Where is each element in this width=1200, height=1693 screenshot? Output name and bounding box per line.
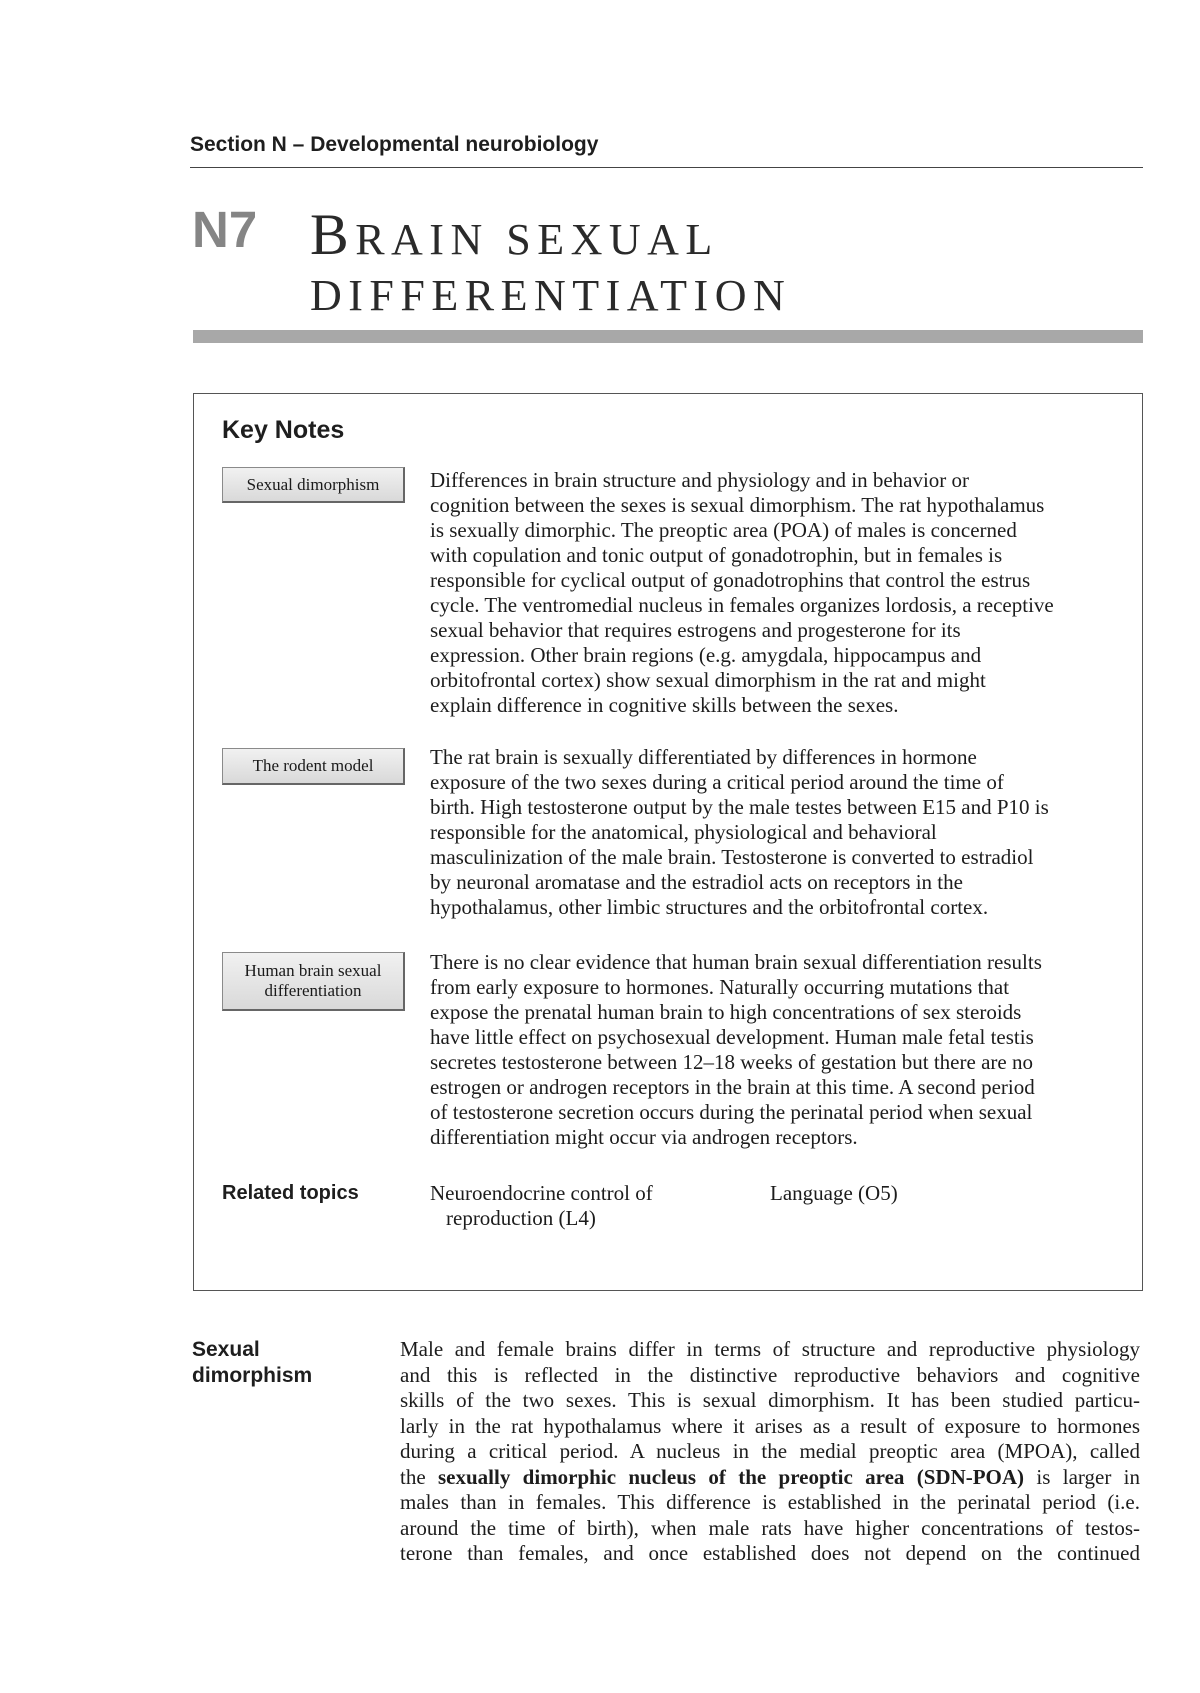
text-segment: the — [400, 1464, 438, 1489]
key-notes-heading: Key Notes — [222, 416, 345, 444]
related-topic-language — [770, 1181, 898, 1206]
related-topics-heading: Related topics — [222, 1182, 359, 1204]
note-text-line: by neuronal aromatase and the estradiol acts on receptors in the — [430, 870, 963, 894]
note-text-line: exposure of the two sexes during a critical period around the time of — [430, 770, 1004, 794]
body-heading-line: dimorphism — [192, 1363, 313, 1387]
body-text-line: Male and female brains differ in terms of structure and reproductive physiology — [400, 1337, 1140, 1361]
section-header: Section N – Developmental neurobiology — [190, 133, 599, 156]
note-text-line: is sexually dimorphic. The preoptic area (POA) of males is concerned — [430, 518, 1017, 542]
note-text-line: differentiation might occur via androgen receptors. — [430, 1125, 858, 1149]
body-text-line: males than in females. This difference is established in the perinatal period (i.e. — [400, 1490, 1140, 1514]
note-label-line: Sexual dimorphism — [246, 474, 380, 494]
note-text-line: responsible for cyclical output of gonadotrophins that control the estrus — [430, 568, 1031, 592]
note-label-line: The rodent model — [252, 756, 374, 775]
note-text-line: of testosterone secretion occurs during the perinatal period when sexual — [430, 1100, 1033, 1124]
body-text-line: and this is reflected in the distinctive reproductive behaviors and cognitive — [400, 1362, 1140, 1387]
note-text-line: cycle. The ventromedial nucleus in females organizes lordosis, a receptive — [430, 593, 1054, 617]
related-topic-line: reproduction (L4) — [446, 1206, 596, 1230]
body-text-line — [400, 1465, 1140, 1491]
title-bar — [193, 330, 1143, 343]
note-label-rodent-model — [222, 748, 405, 785]
note-text-line: estrogen or androgen receptors in the brain at this time. A second period — [430, 1075, 1035, 1099]
note-label-sexual-dimorphism — [222, 467, 405, 503]
body-heading-line: Sexual — [192, 1338, 260, 1361]
note-label-line: Human brain sexual — [244, 961, 382, 980]
note-text-line: secretes testosterone between 12–18 weeks of gestation but there are no — [430, 1050, 1033, 1074]
note-text-line: Differences in brain structure and physiology and in behavior or — [430, 468, 970, 492]
text-segment: is larger in — [1024, 1464, 1140, 1489]
body-section-heading — [192, 1337, 312, 1388]
key-notes-box — [193, 393, 1143, 1291]
related-topic-line: Neuroendocrine control of — [430, 1181, 653, 1205]
note-text-line: expose the prenatal human brain to high concentrations of sex steroids — [430, 1000, 1022, 1024]
note-label-line: differentiation — [264, 981, 362, 1000]
note-text-line: expression. Other brain regions (e.g. amygdala, hippocampus and — [430, 643, 982, 667]
body-text-line: larly in the rat hypothalamus where it arises as a result of exposure to hormones — [400, 1413, 1140, 1438]
note-text-line: birth. High testosterone output by the male testes between E15 and P10 is — [430, 795, 1049, 819]
chapter-title-line-2: DIFFERENTIATION — [310, 271, 792, 320]
chapter-number: N7 — [192, 201, 258, 258]
note-text-line: hypothalamus, other limbic structures and the orbitofrontal cortex. — [430, 895, 989, 919]
note-text-line: cognition between the sexes is sexual dimorphism. The rat hypothalamus — [430, 493, 1045, 517]
related-topic-line: Language (O5) — [770, 1181, 898, 1205]
note-text-line: with copulation and tonic output of gonadotrophin, but in females is — [430, 543, 1003, 567]
note-text-line: The rat brain is sexually differentiated by differences in hormone — [430, 745, 977, 769]
body-section-text — [400, 1337, 1140, 1567]
note-text-line: There is no clear evidence that human brain sexual differentiation results — [430, 950, 1042, 974]
body-text-line: during a critical period. A nucleus in the medial preoptic area (MPOA), called — [400, 1439, 1140, 1463]
header-rule — [190, 167, 1143, 168]
chapter-title-line-1: BRAIN SEXUAL — [310, 202, 719, 267]
body-text-line: terone than females, and once established does not depend on the continued — [400, 1541, 1140, 1565]
note-text-line: sexual behavior that requires estrogens and progesterone for its — [430, 618, 961, 642]
note-text-human-brain-sexual-differentiation — [430, 950, 1120, 1150]
note-text-line: explain difference in cognitive skills between the sexes. — [430, 693, 899, 717]
body-text-line: around the time of birth), when male rats have higher concentrations of testos- — [400, 1515, 1140, 1540]
note-text-line: orbitofrontal cortex) show sexual dimorphism in the rat and might — [430, 668, 986, 692]
related-topic-neuroendocrine — [430, 1181, 653, 1231]
chapter-title — [310, 202, 792, 324]
note-text-line: have little effect on psychosexual development. Human male fetal testis — [430, 1025, 1034, 1049]
bold-term: sexually dimorphic nucleus of the preoptic area (SDN-POA) — [438, 1464, 1025, 1489]
note-text-rodent-model — [430, 745, 1120, 920]
note-text-line: from early exposure to hormones. Naturally occurring mutations that — [430, 975, 1010, 999]
note-text-sexual-dimorphism — [430, 468, 1120, 718]
note-label-human-brain-sexual-differentiation — [222, 952, 405, 1011]
note-text-line: responsible for the anatomical, physiological and behavioral — [430, 820, 937, 844]
body-text-line: skills of the two sexes. This is sexual dimorphism. It has been studied particu- — [400, 1388, 1140, 1412]
note-text-line: masculinization of the male brain. Testosterone is converted to estradiol — [430, 845, 1034, 869]
